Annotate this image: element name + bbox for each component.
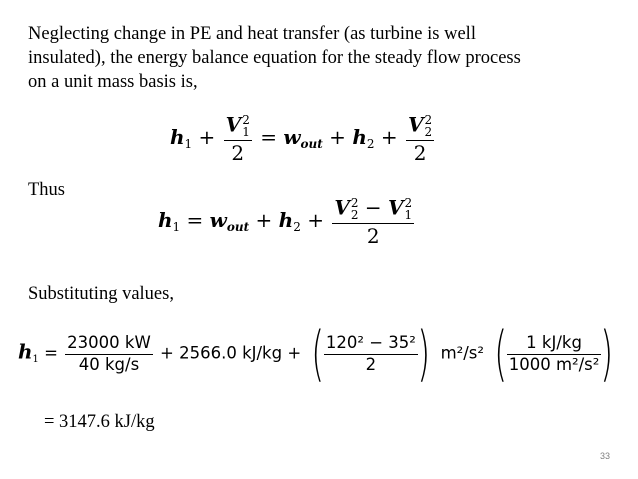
right-paren: ) <box>417 319 431 389</box>
h2-term: + 2566.0 kJ/kg + <box>160 343 302 363</box>
result: = 3147.6 kJ/kg <box>44 412 155 432</box>
conversion-numerator: 1 kJ/kg <box>507 335 602 355</box>
substituting-label: Substituting values, <box>28 284 174 304</box>
energy-balance-equation: $h_1$ + V 2 1 2 = $w_{out} + h_2$ + V 2 2 2 <box>170 112 433 165</box>
intro-line-1: Neglecting change in PE and heat transfer (as turbine is well <box>28 24 476 44</box>
page-number: 33 <box>599 451 610 461</box>
h1-equation: $h_1 = w_{out} + h_2$ + V 2 2 − V 2 1 2 <box>158 195 413 248</box>
left-paren: ( <box>311 319 325 389</box>
intro-line-3: on a unit mass basis is, <box>28 72 198 92</box>
conversion-denominator: 1000 m²/s² <box>508 354 600 374</box>
left-paren-2: ( <box>494 319 508 389</box>
mass-flow-value: 40 kg/s <box>78 354 140 374</box>
intro-line-2: insulated), the energy balance equation for the steady flow process <box>28 48 521 68</box>
power-value: 23000 kW <box>65 335 153 355</box>
substitution-equation: $h_1$ = $\frac{23000 kW}{40 kg/s}$ + 2566.0 kJ/kg + ( $\frac{\text{120² − 35²}}{2}$ ) m²/s² ( $\frac{1 kJ/kg}{\text{1000 m²/s²}}$ ) <box>18 319 614 389</box>
intro-text <box>28 22 618 94</box>
units-m2s2: m²/s² <box>440 343 485 363</box>
velocity-denominator: 2 <box>365 354 377 374</box>
right-paren-2: ) <box>600 319 614 389</box>
thus-label: Thus <box>28 180 65 200</box>
velocity-numerator: 120² − 35² <box>324 335 418 355</box>
